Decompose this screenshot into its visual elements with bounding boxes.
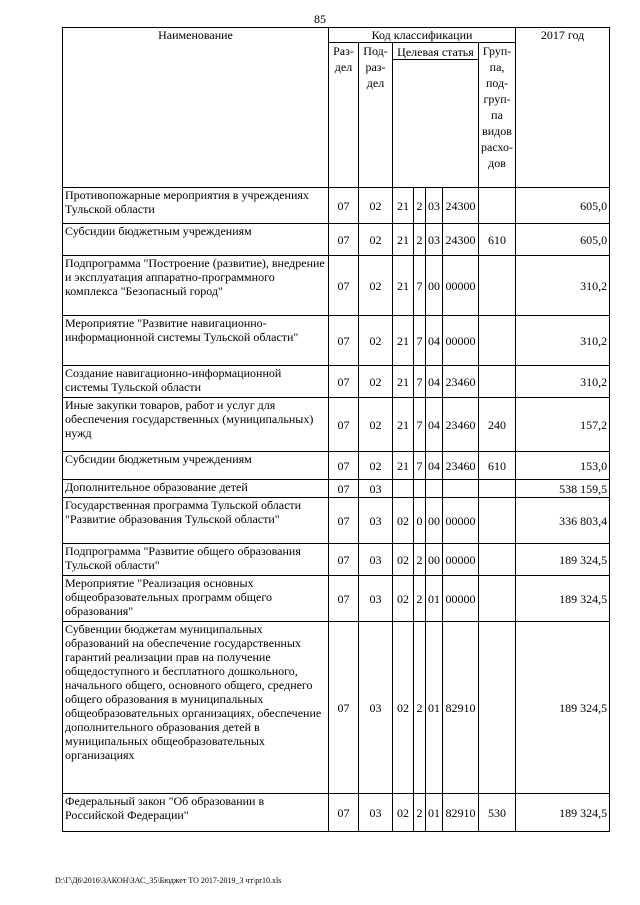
cell-vid: 610 — [479, 452, 516, 480]
cell-razdel: 07 — [329, 480, 359, 498]
cell-podrazdel: 03 — [359, 576, 393, 622]
cell-podrazdel: 02 — [359, 188, 393, 224]
cell-vid — [479, 316, 516, 366]
cell-t4 — [443, 480, 479, 498]
cell-t4: 23460 — [443, 398, 479, 452]
budget-table — [62, 27, 610, 832]
header-razdel: Раз- дел — [329, 43, 359, 188]
cell-amount: 189 324,5 — [516, 544, 610, 576]
cell-t2: 2 — [414, 576, 426, 622]
cell-vid — [479, 256, 516, 316]
cell-t1: 02 — [393, 576, 414, 622]
table-row — [63, 366, 610, 398]
cell-t3: 04 — [426, 366, 443, 398]
cell-t3: 00 — [426, 544, 443, 576]
cell-vid — [479, 498, 516, 544]
cell-t1: 02 — [393, 622, 414, 794]
cell-t1: 21 — [393, 188, 414, 224]
table-row — [63, 256, 610, 316]
header-target: Целевая статья — [393, 43, 479, 60]
cell-razdel: 07 — [329, 794, 359, 832]
cell-t2: 0 — [414, 498, 426, 544]
table-row — [63, 398, 610, 452]
cell-t4: 82910 — [443, 622, 479, 794]
cell-vid — [479, 544, 516, 576]
cell-name: Создание навигационно-информационной системы Тульской области — [63, 366, 329, 398]
cell-t2: 7 — [414, 316, 426, 366]
header-podrazdel: Под- раз- дел — [359, 43, 393, 188]
cell-vid: 240 — [479, 398, 516, 452]
cell-amount: 189 324,5 — [516, 622, 610, 794]
cell-amount: 310,2 — [516, 366, 610, 398]
cell-name: Федеральный закон "Об образовании в Российской Федерации" — [63, 794, 329, 832]
cell-razdel: 07 — [329, 544, 359, 576]
header-vid: Груп- па, под- груп- па видов расхо- дов — [479, 43, 516, 188]
cell-t1: 02 — [393, 544, 414, 576]
table-row — [63, 480, 610, 498]
cell-name: Противопожарные мероприятия в учреждениях Тульской области — [63, 188, 329, 224]
cell-t3: 04 — [426, 316, 443, 366]
cell-t1: 21 — [393, 452, 414, 480]
cell-vid — [479, 480, 516, 498]
cell-razdel: 07 — [329, 622, 359, 794]
cell-t3 — [426, 480, 443, 498]
cell-t1: 21 — [393, 366, 414, 398]
cell-t2: 2 — [414, 794, 426, 832]
table-row — [63, 224, 610, 256]
header-code-group: Код классификации — [329, 28, 516, 43]
cell-podrazdel: 03 — [359, 480, 393, 498]
header-name: Наименование — [63, 28, 329, 188]
cell-t2: 7 — [414, 398, 426, 452]
table-row — [63, 794, 610, 832]
cell-t2: 7 — [414, 366, 426, 398]
cell-vid: 530 — [479, 794, 516, 832]
cell-podrazdel: 02 — [359, 316, 393, 366]
cell-t2: 2 — [414, 188, 426, 224]
cell-t3: 01 — [426, 794, 443, 832]
cell-t4: 23460 — [443, 452, 479, 480]
table-row — [63, 576, 610, 622]
cell-amount: 153,0 — [516, 452, 610, 480]
cell-podrazdel: 02 — [359, 398, 393, 452]
cell-t2: 2 — [414, 544, 426, 576]
header-year: 2017 год — [516, 28, 610, 188]
cell-vid — [479, 622, 516, 794]
cell-podrazdel: 03 — [359, 794, 393, 832]
table-row — [63, 452, 610, 480]
cell-name: Государственная программа Тульской области "Развитие образования Тульской области" — [63, 498, 329, 544]
cell-vid: 610 — [479, 224, 516, 256]
cell-t1: 21 — [393, 398, 414, 452]
cell-name: Мероприятие "Реализация основных общеобразовательных программ общего образования" — [63, 576, 329, 622]
cell-vid — [479, 366, 516, 398]
cell-razdel: 07 — [329, 224, 359, 256]
cell-t4: 24300 — [443, 188, 479, 224]
cell-t4: 23460 — [443, 366, 479, 398]
cell-t2 — [414, 480, 426, 498]
cell-razdel: 07 — [329, 256, 359, 316]
table-row — [63, 544, 610, 576]
cell-t1: 21 — [393, 224, 414, 256]
cell-t1 — [393, 480, 414, 498]
cell-razdel: 07 — [329, 452, 359, 480]
cell-t3: 04 — [426, 398, 443, 452]
cell-t4: 00000 — [443, 576, 479, 622]
cell-name: Мероприятие "Развитие навигационно-информационной системы Тульской области" — [63, 316, 329, 366]
page-number: 85 — [314, 12, 326, 26]
cell-podrazdel: 02 — [359, 224, 393, 256]
cell-t3: 00 — [426, 498, 443, 544]
cell-razdel: 07 — [329, 398, 359, 452]
cell-t2: 7 — [414, 256, 426, 316]
table-row — [63, 188, 610, 224]
cell-name: Субвенции бюджетам муниципальных образований на обеспечение государственных гарантий реализации прав на получение общедоступного и бесплатного дошкольного, начального общего, основного общего, среднего общего образования в муниципальных общеобразовательных организациях, обеспечение дополнительного образования детей в муниципальных общеобразовательных организациях — [63, 622, 329, 794]
cell-t3: 00 — [426, 256, 443, 316]
cell-amount: 310,2 — [516, 316, 610, 366]
cell-amount: 538 159,5 — [516, 480, 610, 498]
table-row — [63, 622, 610, 794]
cell-podrazdel: 03 — [359, 544, 393, 576]
cell-t1: 02 — [393, 794, 414, 832]
cell-name: Подпрограмма "Развитие общего образования Тульской области" — [63, 544, 329, 576]
cell-t4: 00000 — [443, 498, 479, 544]
cell-t1: 21 — [393, 256, 414, 316]
table-row — [63, 316, 610, 366]
footer-file-path: D:\Г\Д6\2016\ЗАКОН\ЗАС_35\Бюджет ТО 2017-2019_3 чт\pr10.xls — [55, 876, 282, 885]
cell-t4: 24300 — [443, 224, 479, 256]
cell-t3: 01 — [426, 622, 443, 794]
cell-amount: 189 324,5 — [516, 576, 610, 622]
cell-podrazdel: 03 — [359, 498, 393, 544]
cell-t2: 2 — [414, 224, 426, 256]
cell-amount: 157,2 — [516, 398, 610, 452]
cell-vid — [479, 576, 516, 622]
cell-podrazdel: 03 — [359, 622, 393, 794]
cell-razdel: 07 — [329, 498, 359, 544]
cell-t4: 00000 — [443, 256, 479, 316]
cell-t3: 04 — [426, 452, 443, 480]
cell-t3: 03 — [426, 188, 443, 224]
cell-t3: 03 — [426, 224, 443, 256]
cell-podrazdel: 02 — [359, 366, 393, 398]
cell-t3: 01 — [426, 576, 443, 622]
cell-amount: 189 324,5 — [516, 794, 610, 832]
cell-t1: 02 — [393, 498, 414, 544]
cell-name: Субсидии бюджетным учреждениям — [63, 452, 329, 480]
cell-t4: 00000 — [443, 316, 479, 366]
cell-razdel: 07 — [329, 316, 359, 366]
cell-amount: 336 803,4 — [516, 498, 610, 544]
table-row — [63, 498, 610, 544]
cell-t1: 21 — [393, 316, 414, 366]
cell-razdel: 07 — [329, 576, 359, 622]
cell-amount: 310,2 — [516, 256, 610, 316]
cell-name: Подпрограмма "Построение (развитие), внедрение и эксплуатация аппаратно-программного комплекса "Безопасный город" — [63, 256, 329, 316]
cell-t2: 7 — [414, 452, 426, 480]
cell-name: Субсидии бюджетным учреждениям — [63, 224, 329, 256]
cell-name: Иные закупки товаров, работ и услуг для обеспечения государственных (муниципальных) нужд — [63, 398, 329, 452]
cell-name: Дополнительное образование детей — [63, 480, 329, 498]
cell-t4: 00000 — [443, 544, 479, 576]
cell-razdel: 07 — [329, 188, 359, 224]
cell-t2: 2 — [414, 622, 426, 794]
cell-t4: 82910 — [443, 794, 479, 832]
cell-amount: 605,0 — [516, 188, 610, 224]
cell-vid — [479, 188, 516, 224]
cell-podrazdel: 02 — [359, 452, 393, 480]
cell-amount: 605,0 — [516, 224, 610, 256]
cell-razdel: 07 — [329, 366, 359, 398]
cell-podrazdel: 02 — [359, 256, 393, 316]
